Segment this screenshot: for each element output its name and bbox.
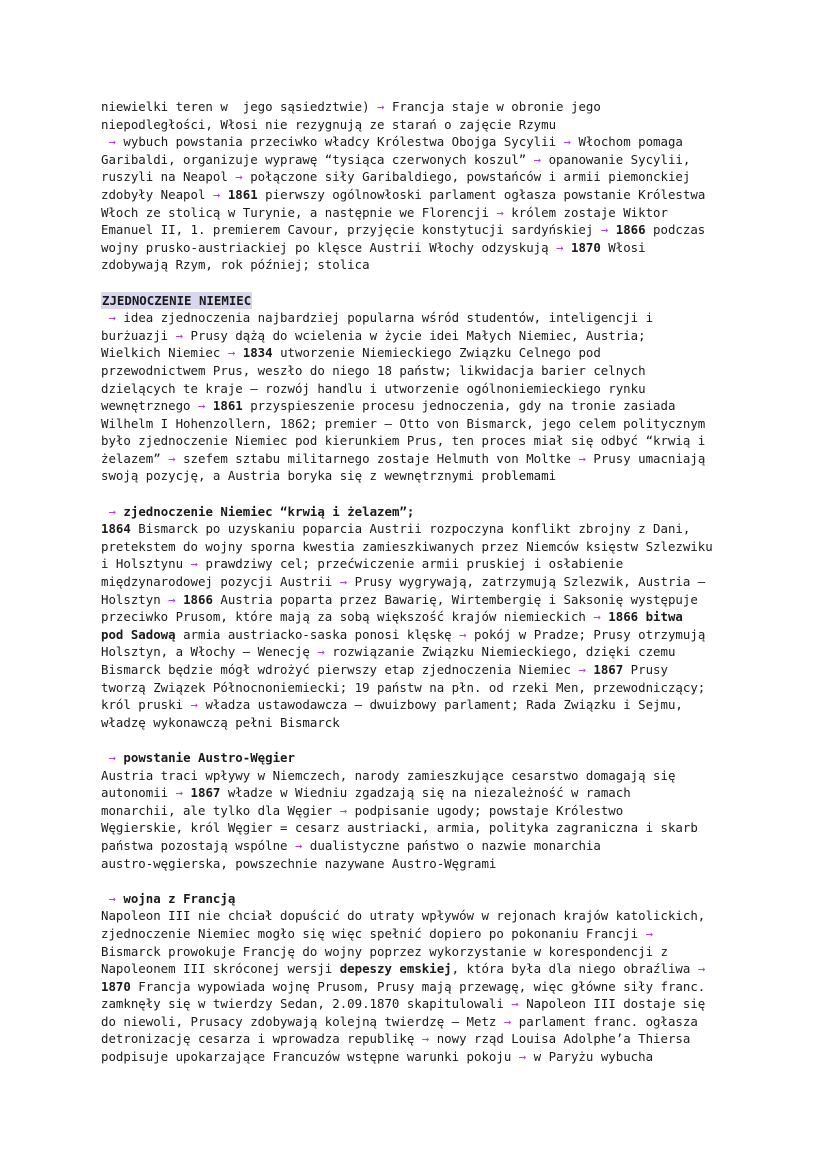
text-run: swoją pozycję, a Austria boryka się z wewnętrznymi problemami <box>101 468 557 484</box>
text-run: autonomii <box>101 785 176 801</box>
paragraph-gap <box>101 485 801 503</box>
text-run: zdobywają Rzym, rok później; stolica <box>101 257 370 273</box>
bold-text: 1866 <box>183 591 213 607</box>
arrow-icon: → <box>697 961 706 977</box>
text-run <box>235 345 242 360</box>
arrow-icon: → <box>190 697 198 713</box>
text-run: podczas <box>645 222 706 238</box>
text-run: szefem sztabu militarnego zostaje Helmuth von Moltke <box>175 450 579 466</box>
arrow-icon: → <box>108 134 116 150</box>
text-run: Austria traci wpływy w Niemczech, narody zamieszkujące cesarstwo domagają się <box>101 767 676 783</box>
bold-text: 1867 <box>593 662 624 677</box>
text-run: Węgierskie, król Węgier = cesarz austriacki, armia, polityka zagraniczna i skarb <box>101 820 698 836</box>
text-run: opanowanie Sycylii, <box>541 151 691 167</box>
bold-text: 1834 <box>242 345 273 361</box>
arrow-icon: → <box>108 749 116 765</box>
bold-text: depeszy emskiej <box>339 961 452 977</box>
text-run: Prusy dążą do wcielenia w życie idei Małych Niemiec, Austria; <box>183 327 646 343</box>
text-line <box>101 995 801 1013</box>
text-run: Prusy <box>623 662 668 677</box>
text-run: zamknęły się w twierdzy Sedan, 2.09.1870 skapitulowali <box>101 996 512 1012</box>
text-line <box>101 661 801 679</box>
text-line <box>101 855 801 873</box>
text-run: i Holsztynu <box>101 556 191 572</box>
arrow-icon: → <box>511 996 519 1012</box>
arrow-icon: → <box>212 186 221 202</box>
bold-text: 1861 <box>212 398 243 414</box>
bold-text: 1867 <box>190 785 221 801</box>
text-line <box>101 256 801 274</box>
text-line <box>101 591 801 609</box>
text-line <box>101 767 801 785</box>
text-run: niewielki teren w jego sąsiedztwie) <box>101 99 378 114</box>
arrow-icon: → <box>556 239 564 255</box>
text-line <box>101 204 801 222</box>
text-line <box>101 221 801 239</box>
section-heading: ZJEDNOCZENIE NIEMIEC <box>102 292 252 308</box>
bold-text: pod Sadową <box>101 626 176 642</box>
arrow-icon: → <box>339 574 348 590</box>
text-run: przeciwko Prusom, które mają za sobą większość krajów niemieckich <box>101 609 594 625</box>
text-line <box>101 943 801 961</box>
arrow-icon: → <box>168 591 176 607</box>
text-line <box>101 467 801 485</box>
arrow-icon: → <box>578 662 586 677</box>
text-line <box>101 239 801 257</box>
text-run: zjednoczenie Niemiec mogło się więc spełnić dopiero po pokonaniu Francji <box>101 925 646 941</box>
text-line <box>101 784 801 802</box>
text-run: parlament franc. ogłasza <box>511 1013 698 1029</box>
text-run: Holsztyn <box>101 591 169 607</box>
text-run: Holsztyn, a Włochy – Wenecję <box>101 644 318 660</box>
arrow-icon: → <box>235 169 243 185</box>
text-run: Francja wypowiada wojnę Prusom, Prusy mają przewagę, więc główne siły franc. <box>130 978 706 994</box>
text-run: Wilhelm I Hohenzollern, 1862; premier – Otto von Bismarck, jego celem politycznym <box>101 415 706 431</box>
subheading-line <box>101 749 801 767</box>
arrow-icon: → <box>108 503 116 519</box>
text-run: przyspieszenie procesu jednoczenia, gdy na tronie zasiada <box>242 398 676 414</box>
arrow-icon: → <box>294 837 303 853</box>
arrow-icon: → <box>533 151 542 167</box>
arrow-icon: → <box>317 644 325 660</box>
arrow-icon: → <box>168 450 176 466</box>
text-run <box>564 240 571 255</box>
text-run: Wielkich Niemiec <box>101 345 228 361</box>
text-line <box>101 151 801 169</box>
arrow-icon: → <box>496 204 504 220</box>
text-run: Napoleon III nie chciał dopuścić do utraty wpływów w rejonach krajów katolickich, <box>101 908 706 924</box>
bold-text: 1870 <box>571 239 601 255</box>
text-line <box>101 573 801 591</box>
bold-text: 1866 <box>615 222 646 238</box>
section <box>101 503 801 732</box>
text-run: Bismarck prowokuje Francję do wojny poprzez wykorzystanie w korespondencji z <box>101 943 668 959</box>
arrow-icon: → <box>175 327 184 343</box>
text-run: pretekstem do wojny sporna kwestia zamieszkiwanych przez Niemców księstw Szlezwiku <box>101 538 713 554</box>
arrow-icon: → <box>377 99 385 114</box>
section <box>101 98 801 274</box>
text-run: w Paryżu wybucha <box>526 1049 654 1065</box>
subheading: powstanie Austro-Węgier <box>123 749 295 765</box>
text-line <box>101 1048 801 1066</box>
paragraph-gap <box>101 731 801 749</box>
arrow-icon: → <box>578 450 586 466</box>
text-run: utworzenie Niemieckiego Związku Celnego pod <box>272 345 601 361</box>
text-run: międzynarodowej pozycji Austrii <box>101 574 340 590</box>
text-run: tworzą Związek Północnoniemiecki; 19 państw na płn. od rzeki Men, przewodniczący; <box>101 679 706 695</box>
document-body <box>101 98 801 1066</box>
text-line <box>101 309 801 327</box>
text-run: Emanuel II, 1. premierem Cavour, przyjęcie konstytucji sardyńskiej <box>101 222 601 238</box>
text-run: prawdziwy cel; przećwiczenie armii pruskiej i osłabienie <box>198 556 624 572</box>
paragraph-gap <box>101 274 801 292</box>
text-line <box>101 802 801 820</box>
text-run: nowy rząd Louisa Adolphe’a Thiersa <box>429 1031 691 1047</box>
text-run: Prusy umacniają <box>585 450 706 466</box>
subheading-line <box>101 890 801 908</box>
text-line <box>101 380 801 398</box>
arrow-icon: → <box>600 222 609 238</box>
section <box>101 292 801 486</box>
text-run: rozwiązanie Związku Niemieckiego, dzięki czemu <box>324 644 676 660</box>
text-line <box>101 327 801 345</box>
text-run: władza ustawodawcza – dwuizbowy parlament; Rada Związku i Sejmu, <box>198 697 683 713</box>
text-run: Bismarck po uzyskaniu poparcia Austrii rozpoczyna konflikt zbrojny z Dani, <box>130 521 691 537</box>
text-run <box>205 398 212 413</box>
text-line <box>101 696 801 714</box>
text-run <box>183 785 190 800</box>
text-line <box>101 1013 801 1031</box>
text-run: armia austriacko-saska ponosi klęskę <box>175 626 460 642</box>
arrow-icon: → <box>645 925 654 941</box>
section <box>101 890 801 1066</box>
text-line <box>101 450 801 468</box>
arrow-icon: → <box>108 890 116 906</box>
bold-text: 1861 <box>227 186 258 202</box>
bold-text: 1870 <box>101 978 131 994</box>
text-run: wojny prusko-austriackiej po klęsce Austrii Włochy odzyskują <box>101 239 557 255</box>
text-line <box>101 555 801 573</box>
arrow-icon: → <box>175 785 184 801</box>
arrow-icon: → <box>197 398 206 414</box>
arrow-icon: → <box>108 310 116 326</box>
text-run: Napoleon III dostaje się <box>518 996 706 1012</box>
text-run <box>608 222 615 237</box>
text-line <box>101 960 801 978</box>
text-line <box>101 397 801 415</box>
text-run: detronizację cesarza i wprowadza republikę <box>101 1031 422 1047</box>
text-run: Włochom pomaga <box>571 134 683 150</box>
text-line <box>101 133 801 151</box>
text-line <box>101 819 801 837</box>
text-run: Francja staje w obronie jego <box>384 99 601 114</box>
paragraph-gap <box>101 872 801 890</box>
text-line <box>101 837 801 855</box>
text-line <box>101 608 801 626</box>
arrow-icon: → <box>190 556 198 572</box>
text-line <box>101 978 801 996</box>
section <box>101 749 801 872</box>
text-run: austro-węgierska, powszechnie nazywane Austro-Węgrami <box>101 855 497 871</box>
arrow-icon: → <box>503 1013 512 1029</box>
section-heading-line <box>101 292 801 310</box>
text-run: Garibaldi, organizuje wyprawę “tysiąca czerwonych koszul” <box>101 151 534 167</box>
text-line <box>101 344 801 362</box>
text-run: Napoleonem III skróconej wersji <box>101 961 340 977</box>
text-run: burżuazji <box>101 327 176 343</box>
text-line <box>101 520 801 538</box>
text-run: , która była dla niego obraźliwa <box>451 961 698 977</box>
text-line <box>101 538 801 556</box>
text-run: niepodległości, Włosi nie rezygnują ze starań o zajęcie Rzymu <box>101 116 557 132</box>
text-run: podpisanie ugody; powstaje Królestwo <box>347 802 624 818</box>
text-line <box>101 432 801 450</box>
text-run: władze w Wiedniu zgadzają się na niezależność w ramach <box>220 785 631 801</box>
text-line <box>101 98 801 116</box>
text-run: Prusy wygrywają, zatrzymują Szlezwik, Austria – <box>347 574 706 590</box>
text-run: było zjednoczenie Niemiec pod kierunkiem Prus, ten proces miał się odbyć “krwią i <box>101 433 706 449</box>
text-run: królem zostaje Wiktor <box>503 204 668 220</box>
text-run: podpisuje upokarzające Francuzów wstępne warunki pokoju <box>101 1049 519 1065</box>
text-run: do niewoli, Prusacy zdobywają kolejną twierdzę – Metz <box>101 1013 504 1029</box>
text-line <box>101 415 801 433</box>
text-run: Austria poparta przez Bawarię, Wirtembergię i Saksonię występuje <box>212 591 698 607</box>
text-line <box>101 186 801 204</box>
arrow-icon: → <box>339 802 348 818</box>
text-line <box>101 907 801 925</box>
text-line <box>101 116 801 134</box>
text-run: dualistyczne państwo o nazwie monarchia <box>302 837 601 853</box>
arrow-icon: → <box>593 609 601 625</box>
subheading-line <box>101 503 801 521</box>
arrow-icon: → <box>518 1049 527 1065</box>
text-run: Włoch ze stolicą w Turynie, a następnie we Florencji <box>101 204 497 220</box>
text-run: połączone siły Garibaldiego, powstańców i armii piemonckiej <box>242 169 691 185</box>
text-run: Bismarck będzie mógł wdrożyć pierwszy etap zjednoczenia Niemiec <box>101 662 579 677</box>
text-run: zdobyły Neapol <box>101 186 213 202</box>
text-run: państwa pozostają wspólne <box>101 837 295 853</box>
subheading: wojna z Francją <box>123 890 236 906</box>
text-run: dzielących te kraje – rozwój handlu i utworzenie ogólnoniemieckiego rynku <box>101 380 646 396</box>
text-run: pierwszy ogólnowłoski parlament ogłasza powstanie Królestwa <box>257 186 706 202</box>
bold-text: 1864 <box>101 521 131 537</box>
arrow-icon: → <box>421 1031 430 1047</box>
bold-text: 1866 bitwa <box>608 609 683 625</box>
text-run: przewodnictwem Prus, weszło do niego 18 państw; likwidacja barier celnych <box>101 362 646 378</box>
text-run: władzę wykonawczą pełni Bismarck <box>101 714 340 730</box>
text-run <box>176 592 183 607</box>
text-run: monarchii, ale tylko dla Węgier <box>101 802 340 818</box>
text-run: wewnętrznego <box>101 398 198 414</box>
text-run: król pruski <box>101 697 191 713</box>
text-run: ruszyli na Neapol <box>101 169 236 185</box>
text-line <box>101 679 801 697</box>
text-run: idea zjednoczenia najbardziej popularna wśród studentów, inteligencji i <box>115 310 654 326</box>
text-run: pokój w Pradze; Prusy otrzymują <box>466 626 706 642</box>
text-line <box>101 1030 801 1048</box>
arrow-icon: → <box>563 134 571 150</box>
text-run <box>220 187 227 202</box>
text-line <box>101 626 801 644</box>
text-run: żelazem” <box>101 450 169 466</box>
arrow-icon: → <box>459 626 467 642</box>
text-run: wybuch powstania przeciwko władcy Królestwa Obojga Sycylii <box>115 134 564 150</box>
text-line <box>101 925 801 943</box>
text-line <box>101 643 801 661</box>
text-line <box>101 168 801 186</box>
text-run: Włosi <box>600 239 646 255</box>
text-line <box>101 362 801 380</box>
subheading: zjednoczenie Niemiec “krwią i żelazem”; <box>123 503 415 519</box>
text-line <box>101 714 801 732</box>
arrow-icon: → <box>227 345 236 361</box>
